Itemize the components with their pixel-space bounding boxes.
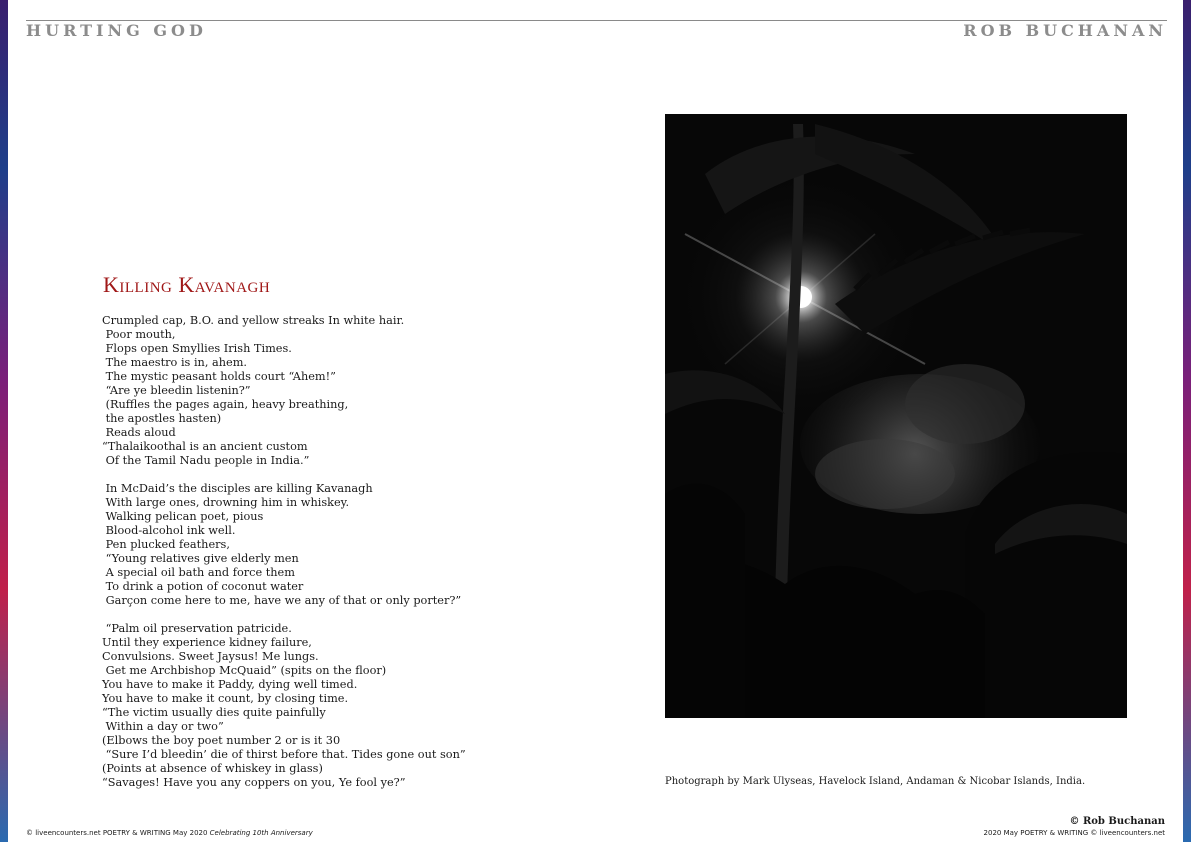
poem-line: (Elbows the boy poet number 2 or is it 30 [102, 734, 341, 747]
poem-line: A special oil bath and force them [102, 566, 295, 579]
poem-line: Get me Archbishop McQuaid” (spits on the floor) [102, 664, 387, 677]
poem-line: “Savages! Have you any coppers on you, Ye fool ye?” [102, 776, 406, 789]
night-palm-photo [665, 114, 1127, 718]
poem-line: Of the Tamil Nadu people in India.” [102, 454, 310, 467]
poem-stanza-3 [102, 622, 522, 790]
poem-line: Pen plucked feathers, [102, 538, 230, 551]
poem-line: Poor mouth, [102, 328, 176, 341]
poem-line: Walking pelican poet, pious [102, 510, 264, 523]
poem-line: “The victim usually dies quite painfully [102, 706, 326, 719]
poem-line: Within a day or two” [102, 720, 224, 733]
poem-line: the apostles hasten) [102, 412, 222, 425]
poem-line: Convulsions. Sweet Jaysus! Me lungs. [102, 650, 319, 663]
poem-line: The maestro is in, ahem. [102, 356, 248, 369]
poem-line: Until they experience kidney failure, [102, 636, 312, 649]
poem-stanza-1 [102, 314, 522, 468]
poem-line: Blood-alcohol ink well. [102, 524, 236, 537]
poem-stanza-2 [102, 482, 522, 608]
poem-line: “Palm oil preservation patricide. [102, 622, 292, 635]
poem-line: Flops open Smyllies Irish Times. [102, 342, 292, 355]
poem-line: “Young relatives give elderly men [102, 552, 299, 565]
poem-line: “Are ye bleedin listenin?” [102, 384, 251, 397]
poem-line: Reads aloud [102, 426, 176, 439]
poem-line: (Ruffles the pages again, heavy breathing, [102, 398, 349, 411]
header-author: ROB BUCHANAN [963, 21, 1167, 40]
poem-line: With large ones, drowning him in whiskey. [102, 496, 350, 509]
poem-line: Garçon come here to me, have we any of that or only porter?” [102, 594, 462, 607]
poem-title: Killing Kavanagh [103, 272, 271, 297]
poem-line: You have to make it Paddy, dying well timed. [102, 678, 358, 691]
footer-right: 2020 May POETRY & WRITING © liveencounters.net [983, 829, 1165, 837]
poem-line: (Points at absence of whiskey in glass) [102, 762, 323, 775]
poem-line: In McDaid’s the disciples are killing Kavanagh [102, 482, 373, 495]
footer-left-text: © liveencounters.net POETRY & WRITING May 2020 [26, 829, 210, 837]
copyright-notice: © Rob Buchanan [1069, 816, 1165, 827]
footer-left [26, 829, 313, 837]
poem-line: You have to make it count, by closing time. [102, 692, 349, 705]
footer-left-italic: Celebrating 10th Anniversary [209, 829, 313, 837]
poem-line: “Thalaikoothal is an ancient custom [102, 440, 308, 453]
poem-line: The mystic peasant holds court “Ahem!” [102, 370, 336, 383]
photo-caption: Photograph by Mark Ulyseas, Havelock Island, Andaman & Nicobar Islands, India. [665, 776, 1086, 787]
page [8, 0, 1183, 842]
poem-line: Crumpled cap, B.O. and yellow streaks In white hair. [102, 314, 405, 327]
poem-line: “Sure I’d bleedin’ die of thirst before that. Tides gone out son” [102, 748, 466, 761]
header-title: HURTING GOD [26, 21, 207, 40]
poem-line: To drink a potion of coconut water [102, 580, 304, 593]
poem-body [102, 314, 522, 804]
